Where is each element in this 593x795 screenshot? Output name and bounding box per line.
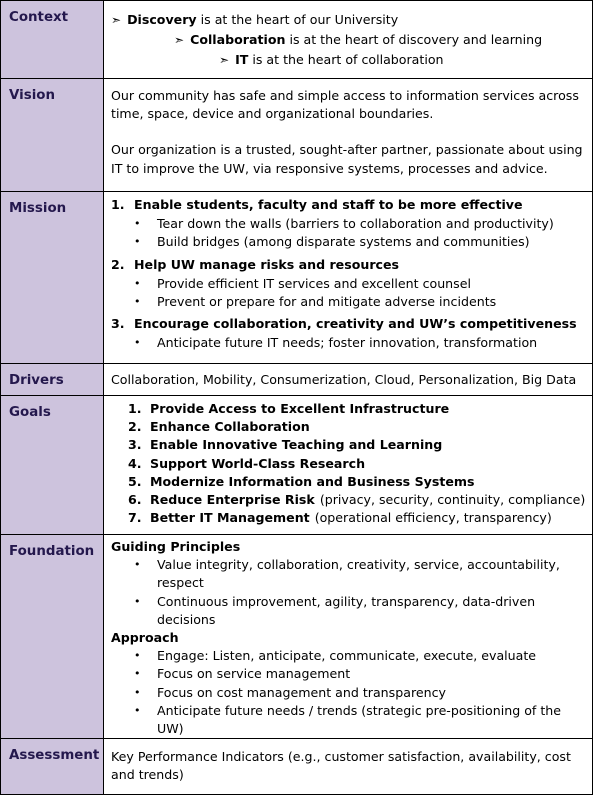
context-keyword: IT: [235, 52, 249, 67]
row-vision: [1, 79, 593, 192]
vision-paragraph: Our community has safe and simple access to information services across time, space, device and organizational boundaries.: [111, 88, 579, 122]
mission-content: [104, 192, 593, 364]
row-label-foundation: Foundation: [1, 535, 104, 739]
row-assessment: [1, 739, 593, 795]
list-item: [134, 647, 592, 665]
context-text: is at the heart of collaboration: [248, 52, 444, 67]
goal-number: 6.: [128, 492, 142, 508]
mission-heading-text: Help UW manage risks and resources: [134, 256, 400, 272]
goal-detail: (operational efficiency, transparency): [314, 510, 552, 526]
foundation-bullets: [111, 556, 592, 629]
row-drivers: [1, 364, 593, 396]
goals-content: [104, 396, 593, 535]
bullet-icon: •: [134, 667, 141, 681]
goal-label: Modernize Information and Business Systems: [150, 473, 475, 489]
goal-number: 4.: [128, 455, 142, 471]
bullet-icon: •: [134, 594, 141, 608]
list-item: [134, 334, 592, 352]
mission-bullets: [111, 275, 592, 311]
row-label-goals: Goals: [1, 396, 104, 535]
mission-number: 2.: [111, 256, 125, 272]
context-keyword: Collaboration: [190, 32, 286, 47]
bullet-text: Anticipate future needs / trends (strategic pre-positioning of the UW): [157, 702, 562, 737]
vision-paragraph: Our organization is a trusted, sought-after partner, passionate about using IT to improve the UW, via responsive systems, processes and advice.: [111, 142, 583, 176]
mission-item: [111, 196, 592, 252]
mission-number: 3.: [111, 316, 125, 332]
list-item: [134, 702, 592, 738]
goal-item: [128, 400, 592, 418]
goal-item: [128, 418, 592, 436]
bullet-icon: •: [134, 558, 141, 572]
context-line: [111, 10, 592, 30]
drivers-text: Collaboration, Mobility, Consumerization, Cloud, Personalization, Big Data: [104, 364, 593, 396]
foundation-bullets: [111, 647, 592, 738]
row-label-assessment: Assessment: [1, 739, 104, 795]
context-content: [104, 1, 593, 79]
list-item: [134, 684, 592, 702]
foundation-heading: Guiding Principles: [111, 539, 241, 554]
list-item: [134, 233, 592, 251]
goal-detail: (privacy, security, continuity, compliance): [319, 492, 586, 508]
row-context: [1, 1, 593, 79]
row-foundation: [1, 535, 593, 739]
assessment-text: Key Performance Indicators (e.g., customer satisfaction, availability, cost and trends): [104, 739, 593, 795]
mission-item: [111, 315, 592, 352]
mission-item: [111, 256, 592, 312]
arrow-bullet-icon: ➣: [219, 53, 230, 67]
mission-bullets: [111, 215, 592, 251]
goal-number: 7.: [128, 510, 142, 526]
row-mission: [1, 192, 593, 364]
arrow-bullet-icon: ➣: [111, 13, 122, 27]
bullet-icon: •: [134, 295, 141, 309]
context-text: is at the heart of discovery and learning: [285, 32, 543, 47]
bullet-icon: •: [134, 336, 141, 350]
context-line: [111, 30, 592, 50]
goal-number: 1.: [128, 401, 142, 416]
bullet-text: Build bridges (among disparate systems and communities): [157, 234, 530, 250]
bullet-text: Focus on cost management and transparency: [157, 684, 446, 700]
bullet-text: Tear down the walls (barriers to collaboration and productivity): [157, 216, 554, 232]
goal-label: Reduce Enterprise Risk: [150, 492, 315, 508]
list-item: [134, 556, 592, 592]
row-label-context: Context: [1, 1, 104, 79]
bullet-text: Prevent or prepare for and mitigate adverse incidents: [157, 294, 497, 310]
list-item: [134, 593, 592, 629]
foundation-content: [104, 535, 593, 739]
goal-label: Better IT Management: [150, 510, 310, 526]
list-item: [134, 275, 592, 293]
list-item: [134, 215, 592, 233]
mission-heading: [111, 196, 592, 214]
row-label-vision: Vision: [1, 79, 104, 192]
mission-heading-text: Enable students, faculty and staff to be more effective: [134, 197, 523, 212]
goal-item: [128, 473, 592, 491]
context-text: is at the heart of our University: [196, 12, 399, 27]
bullet-icon: •: [134, 217, 141, 231]
mission-heading: [111, 256, 592, 274]
bullet-icon: •: [134, 685, 141, 699]
row-label-mission: Mission: [1, 192, 104, 364]
goal-item: [128, 509, 592, 527]
mission-heading: [111, 315, 592, 333]
row-goals: [1, 396, 593, 535]
bullet-icon: •: [134, 703, 141, 717]
goal-label: Provide Access to Excellent Infrastructure: [150, 401, 450, 416]
goal-item: [128, 455, 592, 473]
goal-number: 3.: [128, 437, 142, 453]
bullet-text: Provide efficient IT services and excellent counsel: [157, 275, 471, 291]
foundation-heading: Approach: [111, 630, 179, 646]
row-label-drivers: Drivers: [1, 364, 104, 396]
goal-item: [128, 436, 592, 454]
bullet-text: Focus on service management: [157, 666, 351, 682]
goal-label: Enable Innovative Teaching and Learning: [150, 437, 443, 453]
goal-label: Enhance Collaboration: [150, 419, 310, 435]
list-item: [134, 665, 592, 683]
mission-number: 1.: [111, 197, 125, 212]
goal-number: 5.: [128, 473, 142, 489]
bullet-text: Value integrity, collaboration, creativity, service, accountability, respect: [157, 557, 560, 591]
goal-item: [128, 491, 592, 509]
mission-heading-text: Encourage collaboration, creativity and UW’s competitiveness: [134, 316, 577, 332]
bullet-text: Anticipate future IT needs; foster innovation, transformation: [157, 335, 538, 351]
goal-number: 2.: [128, 419, 142, 435]
list-item: [134, 293, 592, 311]
context-line: [111, 50, 592, 70]
vision-content: [104, 79, 593, 192]
goal-label: Support World-Class Research: [150, 455, 366, 471]
mission-bullets: [111, 334, 592, 352]
bullet-icon: •: [134, 235, 141, 249]
arrow-bullet-icon: ➣: [174, 33, 185, 47]
bullet-icon: •: [134, 649, 141, 663]
bullet-text: Continuous improvement, agility, transparency, data-driven decisions: [157, 593, 536, 627]
context-keyword: Discovery: [127, 12, 197, 27]
bullet-text: Engage: Listen, anticipate, communicate, execute, evaluate: [157, 648, 537, 664]
bullet-icon: •: [134, 276, 141, 290]
